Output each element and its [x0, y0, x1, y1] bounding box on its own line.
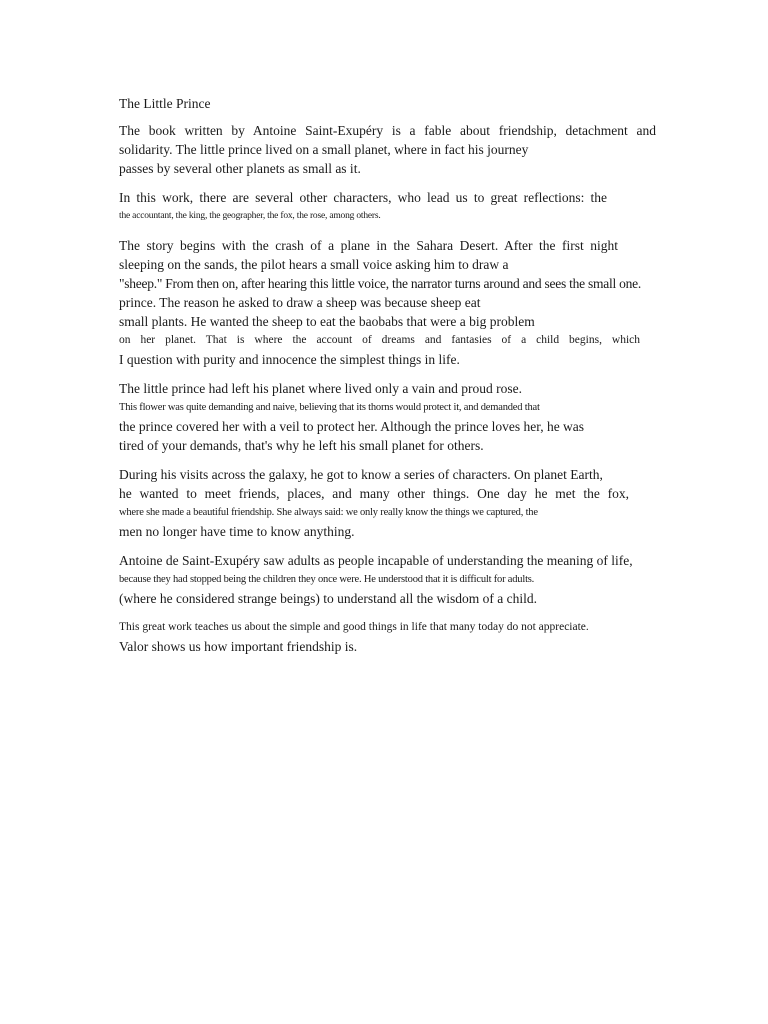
- text-line: sleeping on the sands, the pilot hears a small voice asking him to draw a: [119, 257, 509, 272]
- text-line: passes by several other planets as small as it.: [119, 161, 361, 176]
- text-line: In this work, there are several other characters, who lead us to great reflections: the: [119, 190, 607, 205]
- text-line: This great work teaches us about the simple and good things in life that many today do not appreciate.: [119, 621, 589, 633]
- text-line: small plants. He wanted the sheep to eat the baobabs that were a big problem: [119, 314, 535, 329]
- text-line: tired of your demands, that's why he left his small planet for others.: [119, 438, 484, 453]
- text-line: prince. The reason he asked to draw a sheep was because sheep eat: [119, 295, 481, 310]
- paragraph-5: [119, 465, 691, 541]
- text-line: where she made a beautiful friendship. She always said: we only really know the things we captured, the: [119, 507, 538, 518]
- text-line: During his visits across the galaxy, he got to know a series of characters. On planet Earth,: [119, 467, 603, 482]
- text-line: "sheep." From then on, after hearing this little voice, the narrator turns around and sees the small one.: [119, 276, 641, 291]
- text-line: Antoine de Saint-Exupéry saw adults as people incapable of understanding the meaning of life,: [119, 553, 633, 568]
- paragraph-7: [119, 618, 691, 656]
- text-line: I question with purity and innocence the simplest things in life.: [119, 352, 460, 367]
- paragraph-6: [119, 551, 691, 608]
- text-line: The little prince had left his planet where lived only a vain and proud rose.: [119, 381, 522, 396]
- text-line: solidarity. The little prince lived on a small planet, where in fact his journey: [119, 142, 529, 157]
- text-line: on her planet. That is where the account of dreams and fantasies of a child begins, which: [119, 334, 640, 346]
- paragraph-1: [119, 121, 691, 178]
- document-page: [119, 95, 691, 666]
- text-line: This flower was quite demanding and naive, believing that its thorns would protect it, and demanded that: [119, 402, 540, 413]
- text-line: because they had stopped being the children they once were. He understood that it is difficult for adults.: [119, 574, 535, 585]
- paragraph-4: [119, 379, 691, 455]
- text-line: men no longer have time to know anything.: [119, 524, 355, 539]
- text-line: the prince covered her with a veil to protect her. Although the prince loves her, he was: [119, 419, 585, 434]
- text-line: The book written by Antoine Saint-Exupéry is a fable about friendship, detachment and: [119, 123, 656, 138]
- text-line: The story begins with the crash of a plane in the Sahara Desert. After the first night: [119, 238, 618, 253]
- paragraph-3: [119, 236, 691, 369]
- paragraph-2: [119, 188, 691, 226]
- text-line: (where he considered strange beings) to understand all the wisdom of a child.: [119, 591, 537, 606]
- text-line: the accountant, the king, the geographer, the fox, the rose, among others.: [119, 211, 381, 221]
- text-line: he wanted to meet friends, places, and many other things. One day he met the fox,: [119, 486, 629, 501]
- document-title: The Little Prince: [119, 96, 211, 111]
- text-line: Valor shows us how important friendship is.: [119, 639, 358, 654]
